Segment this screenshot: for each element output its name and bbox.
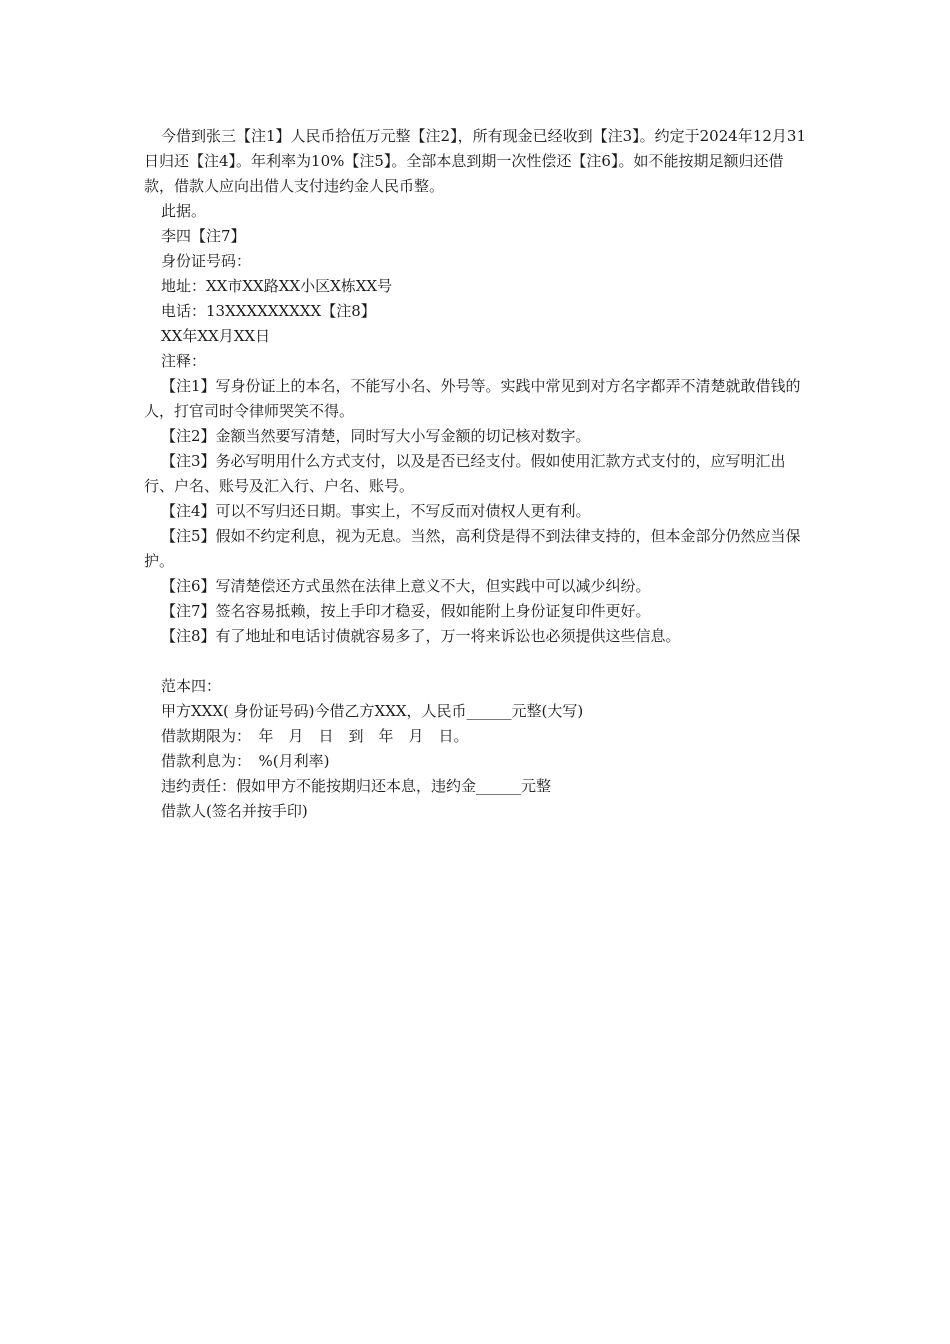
note-2: 【注2】金额当然要写清楚，同时写大小写金额的切记核对数字。 xyxy=(161,427,591,445)
date-line: XX年XX月XX日 xyxy=(161,327,271,345)
note-3: 【注3】务必写明用什么方式支付，以及是否已经支付。假如使用汇款方式支付的，应写明汇出行、户名、账号及汇入行、户名、账号。 xyxy=(144,452,786,495)
template4-parties-line: 甲方XXX( 身份证号码)今借乙方XXX，人民币______元整(大写) xyxy=(161,702,584,720)
note-6: 【注6】写清楚偿还方式虽然在法律上意义不大，但实践中可以减少纠纷。 xyxy=(161,577,651,595)
template4-interest-line: 借款利息为： %(月利率) xyxy=(161,752,330,770)
phone-line: 电话：13XXXXXXXXX【注8】 xyxy=(161,302,376,320)
notes-heading: 注释： xyxy=(161,352,207,370)
section-spacer xyxy=(144,649,810,674)
id-number-line: 身份证号码： xyxy=(161,252,252,270)
document-body xyxy=(144,124,810,824)
template4-term-line: 借款期限为： 年 月 日 到 年 月 日。 xyxy=(161,727,469,745)
template4-signature-line: 借款人(签名并按手印) xyxy=(161,802,308,820)
note-7: 【注7】签名容易抵赖，按上手印才稳妥，假如能附上身份证复印件更好。 xyxy=(161,602,651,620)
note-5: 【注5】假如不约定利息，视为无息。当然，高利贷是得不到法律支持的，但本金部分仍然应当保护。 xyxy=(144,527,801,570)
borrower-name: 李四【注7】 xyxy=(161,227,246,245)
note-8: 【注8】有了地址和电话讨债就容易多了，万一将来诉讼也必须提供这些信息。 xyxy=(161,627,681,645)
note-4: 【注4】可以不写归还日期。事实上，不写反而对债权人更有利。 xyxy=(161,502,591,520)
loan-receipt-paragraph: 今借到张三【注1】人民币拾伍万元整【注2】，所有现金已经收到【注3】。约定于2024年12月31日归还【注4】。年利率为10%【注5】。全部本息到期一次性偿还【注6】。如不能按期足额归还借款，借款人应向出借人支付违约金人民币整。 xyxy=(144,127,806,195)
template4-heading: 范本四： xyxy=(161,677,222,695)
receipt-closing: 此据。 xyxy=(161,202,207,220)
template4-liability-line: 违约责任：假如甲方不能按期归还本息，违约金______元整 xyxy=(161,777,552,795)
address-line: 地址：XX市XX路XX小区X栋XX号 xyxy=(161,277,393,295)
note-1: 【注1】写身份证上的本名，不能写小名、外号等。实践中常见到对方名字都弄不清楚就敢借钱的人，打官司时令律师哭笑不得。 xyxy=(144,377,801,420)
